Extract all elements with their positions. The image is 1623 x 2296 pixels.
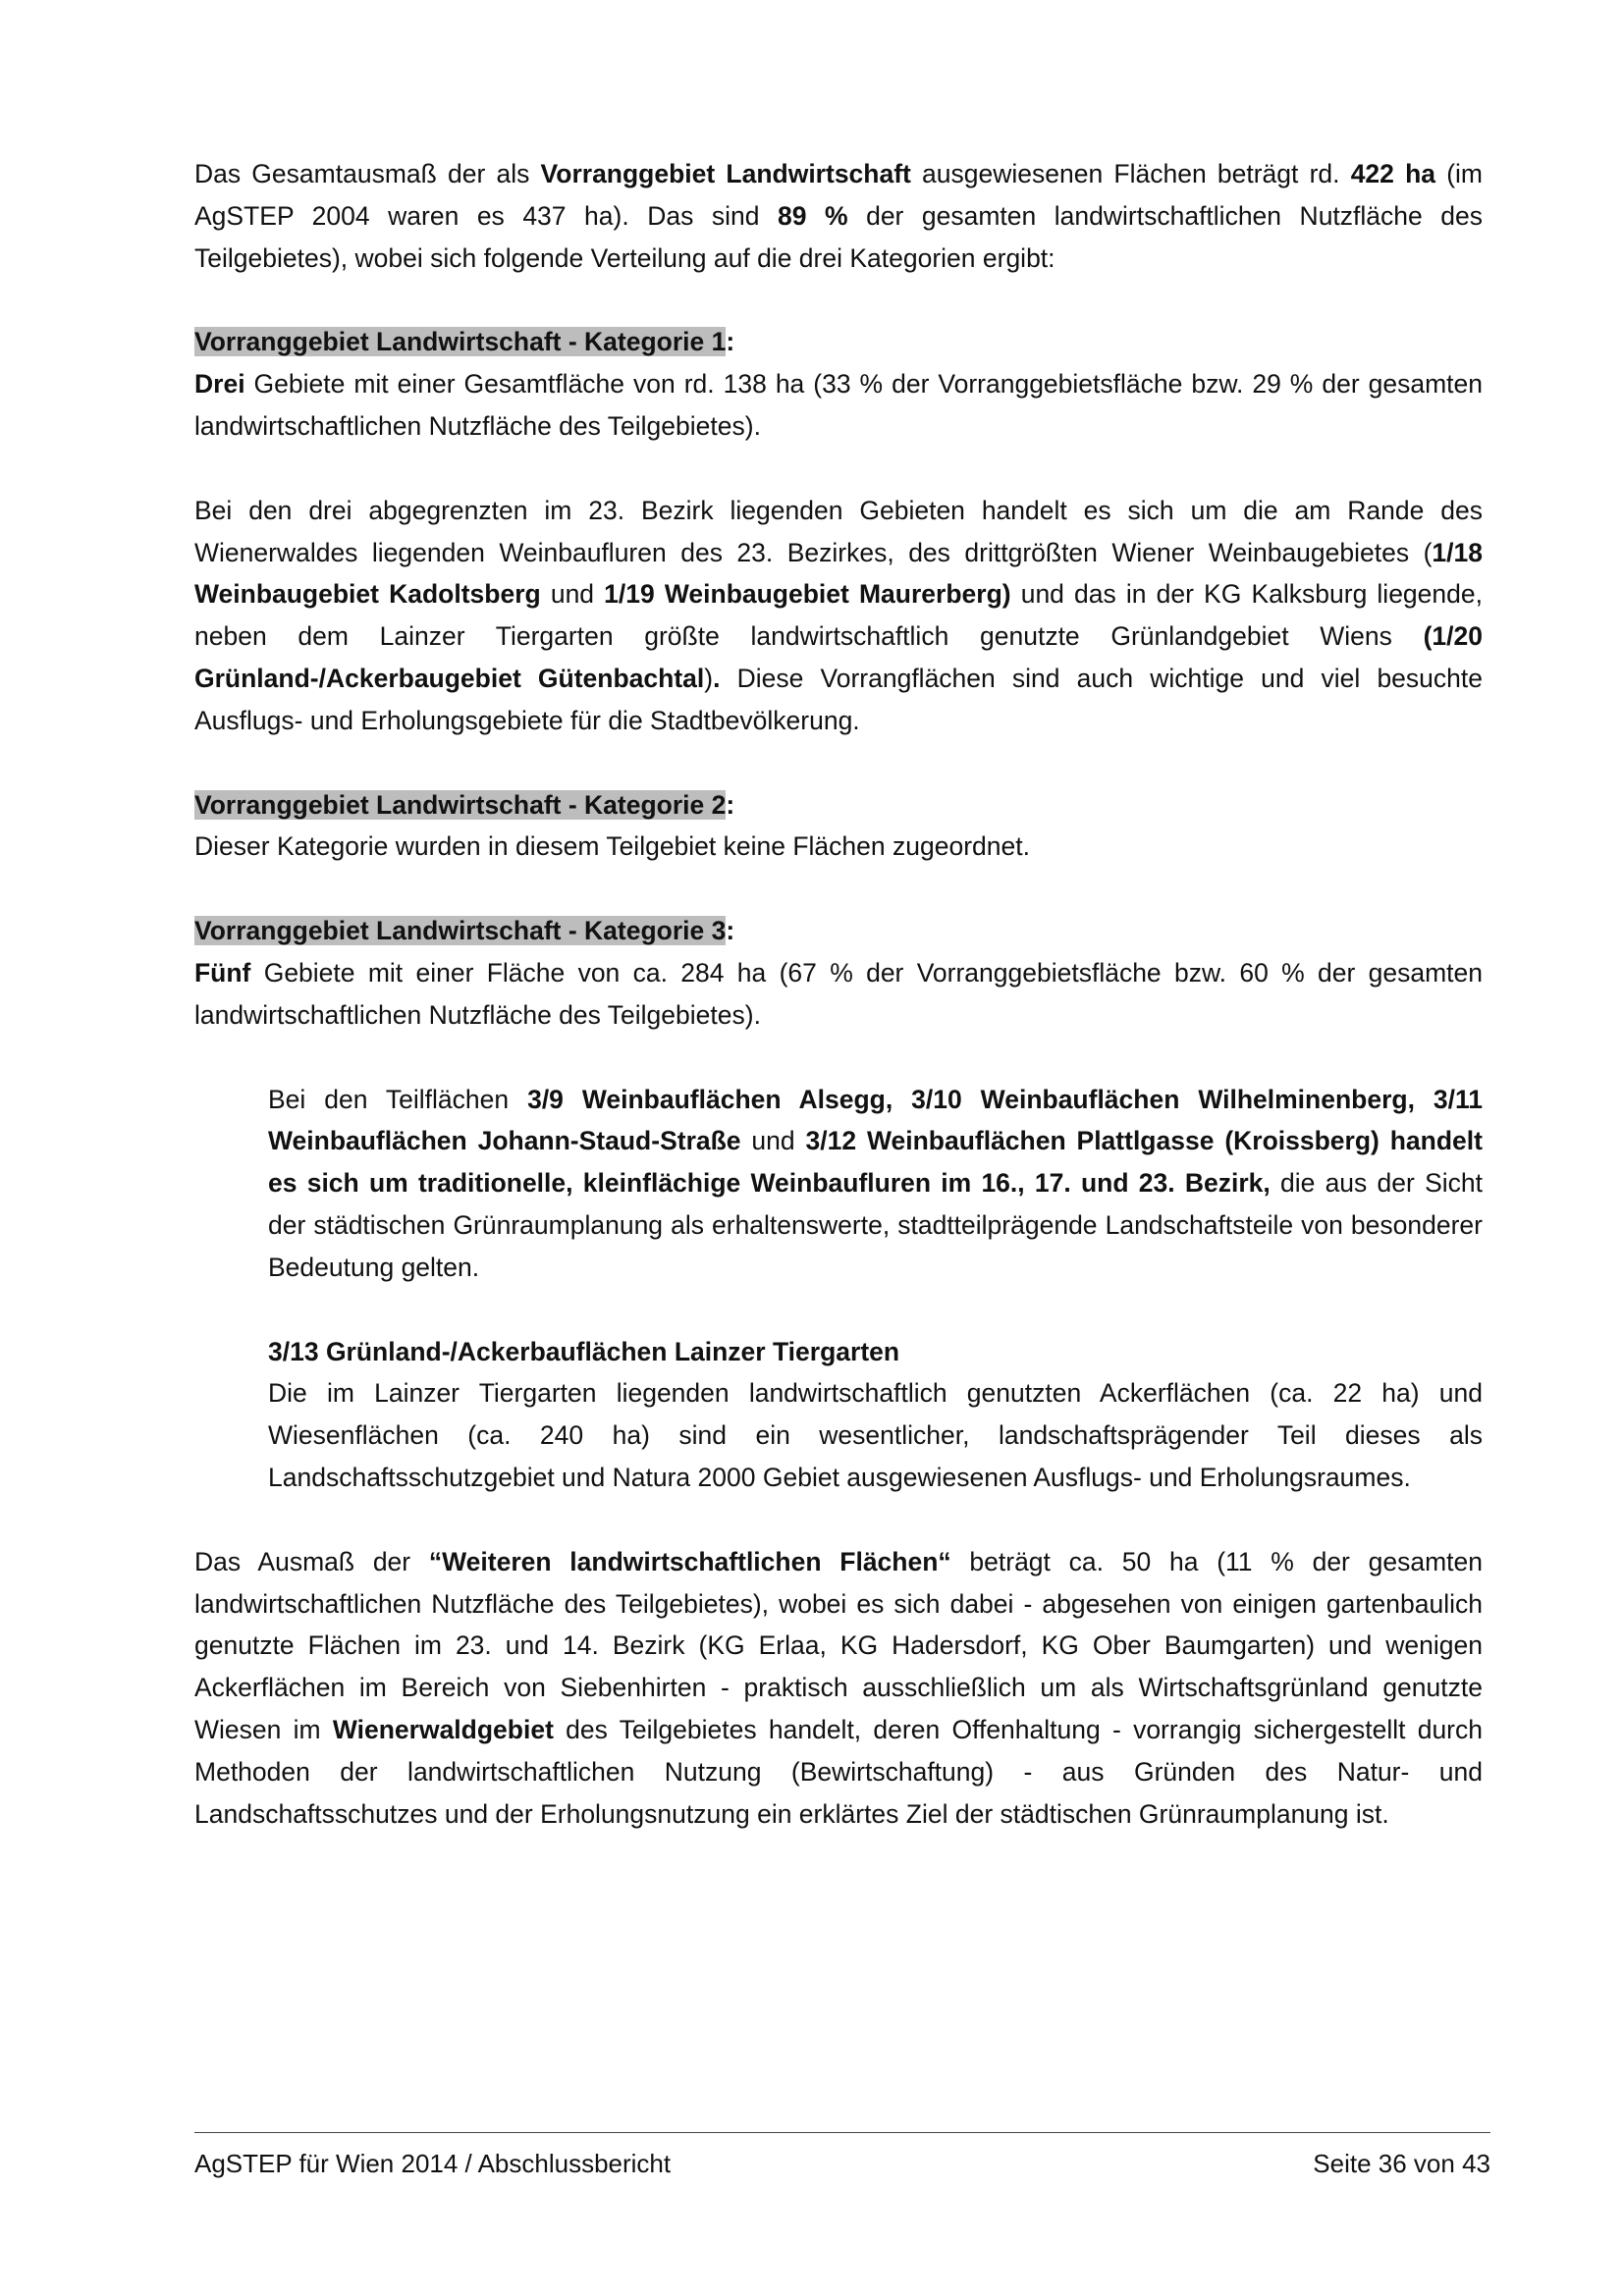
- bold-text: 3/12 Weinbauflächen Plattlgasse (Kroissberg) handelt es sich um traditionelle, kleinflächige Weinbaufluren im 16., 17. und 23. Bezirk,: [268, 1126, 1483, 1199]
- bold-text: .: [713, 663, 721, 693]
- bold-text: 1/19 Weinbaugebiet Maurerberg): [604, 579, 1011, 610]
- kategorie-1-detail-paragraph: [194, 490, 1483, 742]
- text-run: und das in der KG Kalksburg liegende, neben dem Lainzer Tiergarten größte landwirtschaftlich genutzte Grünlandgebiet Wiens: [194, 579, 1483, 652]
- bold-text: Wienerwaldgebiet: [332, 1714, 554, 1744]
- kategorie-1-paragraph: [194, 363, 1483, 448]
- text-run: des Teilgebietes handelt, deren Offenhaltung - vorrangig sichergestellt durch Methoden der landwirtschaftlichen Nutzung (Bewirtschaftung) - aus Gründen des Natur- und Landschaftsschutzes und der Erholungsnutzung ein erklärtes Ziel der städtischen Grünraumplanung ist.: [194, 1714, 1483, 1829]
- kategorie-2-paragraph: [194, 826, 1483, 868]
- kategorie-2-heading: [194, 784, 1483, 827]
- highlighted-text: Vorranggebiet Landwirtschaft - Kategorie 3: [194, 916, 727, 946]
- page-footer: [194, 2148, 1490, 2179]
- bold-text: (1/20 Grünland-/Ackerbaugebiet Gütenbachtal: [194, 621, 1483, 693]
- footer-divider: [194, 2132, 1490, 2133]
- text-run: Diese Vorrangflächen sind auch wichtige und viel besuchte Ausflugs- und Erholungsgebiete für die Stadtbevölkerung.: [194, 663, 1483, 735]
- bold-text: Fünf: [194, 957, 251, 988]
- bold-text: 3/9 Weinbauflächen Alsegg, 3/10 Weinbauflächen Wilhelminenberg, 3/11 Weinbauflächen Johann-Staud-Straße: [268, 1084, 1483, 1156]
- kategorie-1-heading: [194, 321, 1483, 363]
- text-run: Dieser Kategorie wurden in diesem Teilgebiet keine Flächen zugeordnet.: [194, 831, 1030, 862]
- bold-text: 422 ha: [1350, 159, 1436, 188]
- text-run: Das Ausmaß der: [194, 1546, 429, 1576]
- bold-text: 3/13 Grünland-/Ackerbauflächen Lainzer Tiergarten: [268, 1336, 900, 1366]
- bold-text: :: [726, 327, 735, 357]
- text-run: Gebiete mit einer Fläche von ca. 284 ha (67 % der Vorranggebietsfläche bzw. 60 % der gesamten landwirtschaftlichen Nutzfläche des Teilgebietes).: [194, 957, 1483, 1030]
- text-run: ): [704, 663, 714, 693]
- text-run: der gesamten landwirtschaftlichen Nutzfläche des Teilgebietes), wobei sich folgende Verteilung auf die drei Kategorien ergibt:: [194, 200, 1483, 273]
- highlighted-text: Vorranggebiet Landwirtschaft - Kategorie 2: [194, 789, 727, 820]
- text-run: (im AgSTEP 2004 waren es 437 ha). Das sind: [194, 159, 1483, 231]
- text-run: Die im Lainzer Tiergarten liegenden landwirtschaftlich genutzten Ackerflächen (ca. 22 ha) und Wiesenflächen (ca. 240 ha) sind ein wesentlicher, landschaftsprägender Teil dieses als Landschaftsschutzgebiet und Natura 2000 Gebiet ausgewiesenen Ausflugs- und Erholungsraumes.: [268, 1378, 1483, 1492]
- text-run: Gebiete mit einer Gesamtfläche von rd. 138 ha (33 % der Vorranggebietsfläche bzw. 29 % der gesamten landwirtschaftlichen Nutzfläche des Teilgebietes).: [194, 369, 1483, 441]
- highlighted-text: Vorranggebiet Landwirtschaft - Kategorie 1: [194, 327, 727, 357]
- footer-title: AgSTEP für Wien 2014 / Abschlussbericht: [194, 2149, 672, 2178]
- text-run: Bei den Teilflächen: [268, 1084, 528, 1114]
- kategorie-3-detail-paragraph: [194, 1079, 1483, 1289]
- text-run: die aus der Sicht der städtischen Grünraumplanung als erhaltenswerte, stadtteilprägende Landschaftsteile von besonderer Bedeutung gelten.: [268, 1168, 1483, 1282]
- body-text: [194, 153, 1483, 1835]
- text-run: und: [740, 1126, 806, 1156]
- lainzer-tiergarten-paragraph: [194, 1372, 1483, 1498]
- bold-text: :: [726, 916, 735, 946]
- weitere-flaechen-paragraph: [194, 1541, 1483, 1836]
- page-number: Seite 36 von 43: [1313, 2149, 1490, 2178]
- text-run: und: [540, 579, 605, 610]
- bold-text: 1/18 Weinbaugebiet Kadoltsberg: [194, 537, 1483, 610]
- bold-text: :: [726, 789, 735, 820]
- bold-text: “Weiteren landwirtschaftlichen Flächen“: [428, 1546, 951, 1576]
- intro-paragraph: [194, 153, 1483, 279]
- kategorie-3-heading: [194, 910, 1483, 952]
- text-run: ausgewiesenen Flächen beträgt rd.: [910, 159, 1351, 188]
- text-run: Bei den drei abgegrenzten im 23. Bezirk liegenden Gebieten handelt es sich um die am Rande des Wienerwaldes liegenden Weinbaufluren des 23. Bezirkes, des drittgrößten Wiener Weinbaugebietes (: [194, 495, 1483, 567]
- lainzer-tiergarten-heading: [194, 1331, 1483, 1373]
- bold-text: Drei: [194, 369, 245, 400]
- bold-text: Vorranggebiet Landwirtschaft: [540, 159, 911, 188]
- text-run: Das Gesamtausmaß der als: [194, 159, 541, 188]
- kategorie-3-paragraph: [194, 952, 1483, 1037]
- text-run: beträgt ca. 50 ha (11 % der gesamten landwirtschaftlichen Nutzfläche des Teilgebietes), wobei es sich dabei - abgesehen von einigen gartenbaulich genutzte Flächen im 23. und 14. Bezirk (KG Erlaa, KG Hadersdorf, KG Ober Baumgarten) und wenigen Ackerflächen im Bereich von Siebenhirten - praktisch ausschließlich um als Wirtschaftsgrünland genutzte Wiesen im: [194, 1546, 1484, 1744]
- bold-text: 89 %: [778, 200, 848, 231]
